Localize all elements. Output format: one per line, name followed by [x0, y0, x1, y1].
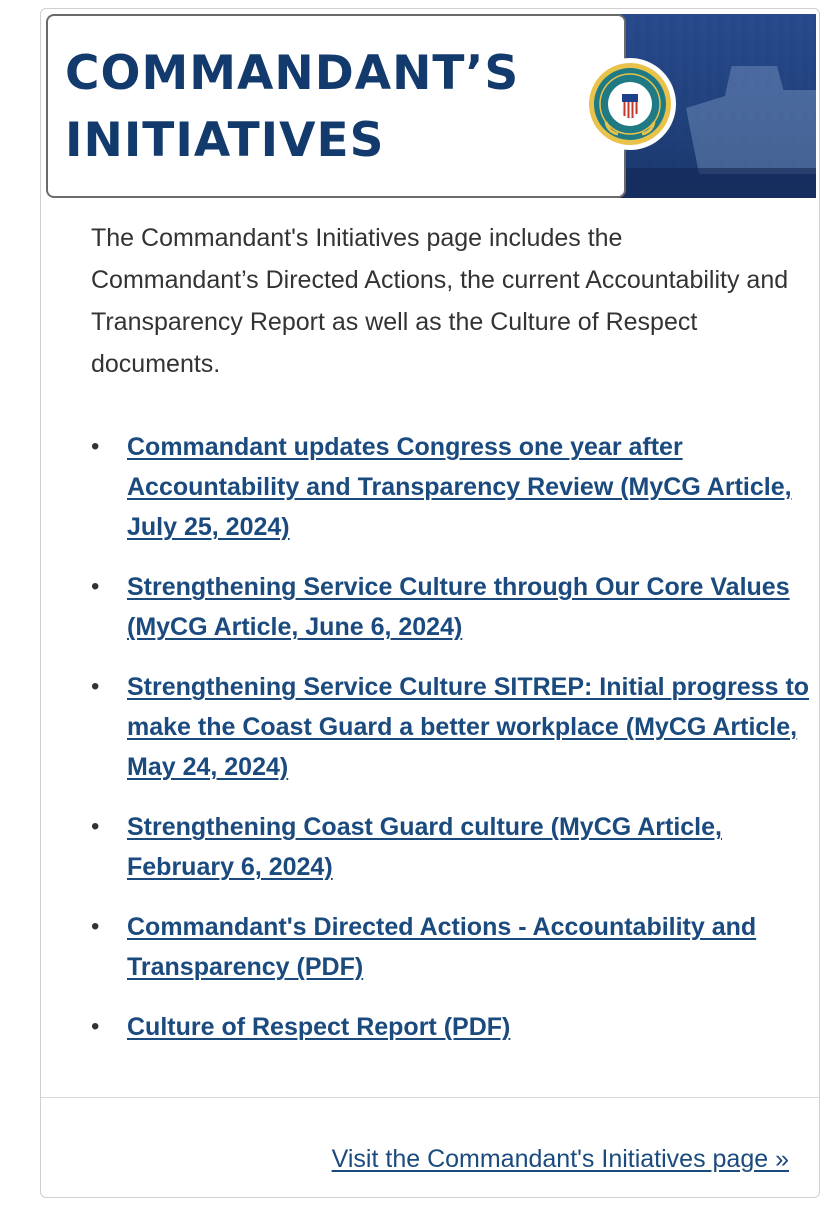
coast-guard-seal-icon — [584, 58, 676, 150]
ship-silhouette — [686, 54, 816, 174]
banner-title-line1: COMMANDANT’S — [65, 46, 520, 101]
visit-initiatives-link[interactable]: Visit the Commandant's Initiatives page » — [331, 1145, 789, 1173]
link-coast-guard-culture[interactable]: Strengthening Coast Guard culture (MyCG Article, February 6, 2024) — [127, 813, 722, 881]
list-item — [91, 907, 811, 987]
initiatives-link-list — [91, 427, 811, 1067]
intro-text: The Commandant's Initiatives page includes the Commandant’s Directed Actions, the current Accountability and Transparency Report as well as the Culture of Respect documents. — [91, 224, 789, 378]
list-item — [91, 567, 811, 647]
list-item — [91, 807, 811, 887]
banner-title — [65, 40, 605, 174]
banner-title-line2: INITIATIVES — [65, 113, 385, 168]
bullet-icon: • — [91, 1013, 100, 1040]
list-item — [91, 667, 811, 787]
bullet-icon: • — [91, 433, 100, 460]
water — [616, 168, 816, 198]
bullet-icon: • — [91, 813, 100, 840]
footer-divider — [41, 1097, 819, 1098]
link-sitrep[interactable]: Strengthening Service Culture SITREP: Initial progress to make the Coast Guard a better workplace (MyCG Article, May 24, 2024) — [127, 673, 810, 781]
bullet-icon: • — [91, 573, 100, 600]
link-directed-actions[interactable]: Commandant's Directed Actions - Accountability and Transparency (PDF) — [127, 913, 757, 981]
list-item — [91, 427, 811, 547]
link-core-values[interactable]: Strengthening Service Culture through Our Core Values (MyCG Article, June 6, 2024) — [127, 573, 790, 641]
initiatives-card — [40, 8, 820, 1198]
link-congress-update[interactable]: Commandant updates Congress one year after Accountability and Transparency Review (MyCG Article, July 25, 2024) — [127, 433, 792, 541]
list-item — [91, 1007, 811, 1047]
banner-title-box — [46, 14, 626, 198]
bullet-icon: • — [91, 913, 100, 940]
banner[interactable] — [46, 14, 816, 198]
link-culture-of-respect[interactable]: Culture of Respect Report (PDF) — [127, 1013, 511, 1041]
bullet-icon: • — [91, 673, 100, 700]
